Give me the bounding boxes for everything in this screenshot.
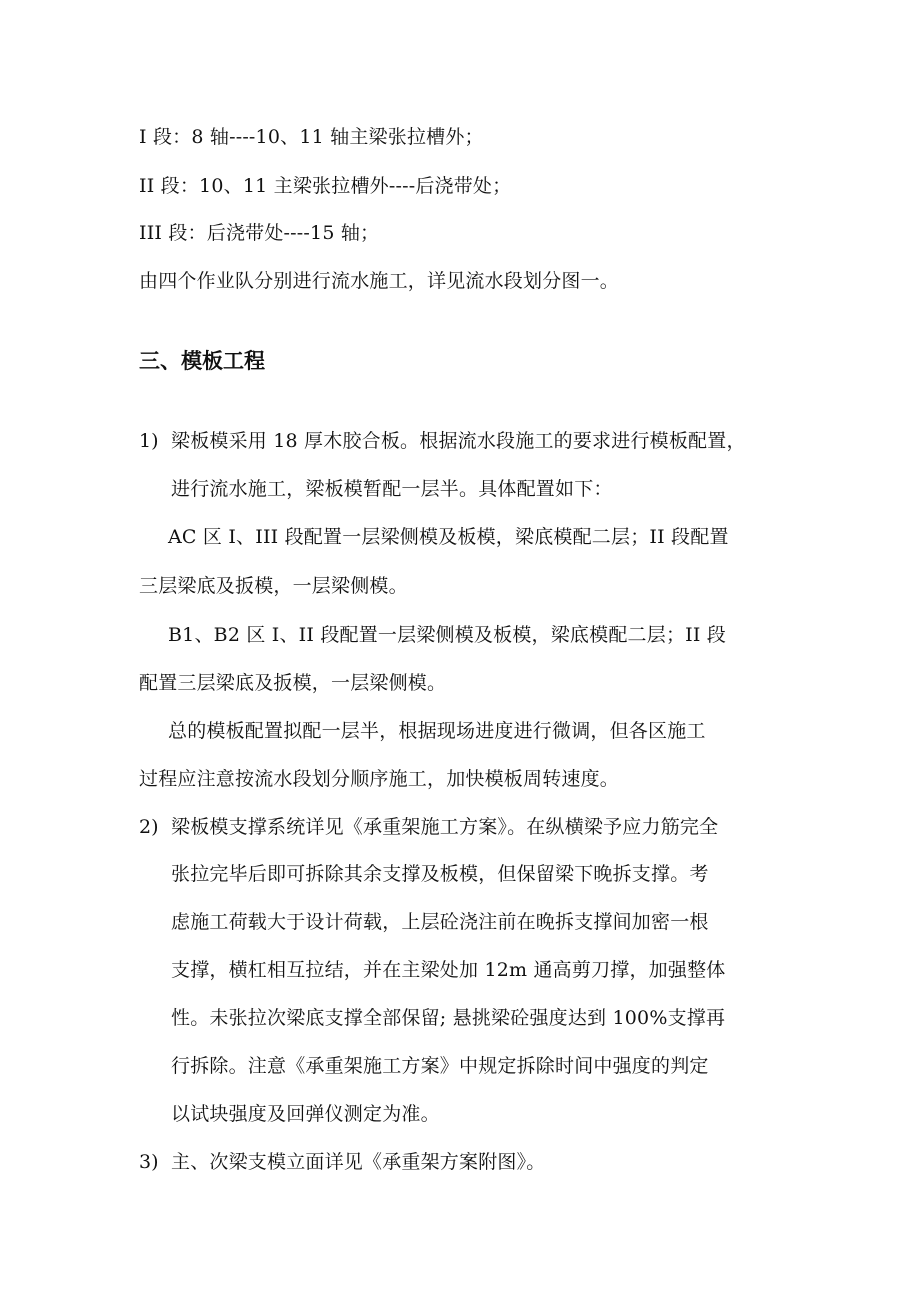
item-1-line-2: 进行流水施工，梁板模暂配一层半。具体配置如下：	[171, 478, 613, 500]
segment-line-1: I 段：8 轴----10、11 轴主梁张拉槽外；	[139, 126, 484, 148]
config-total-line-2: 过程应注意按流水段划分顺序施工，加快模板周转速度。	[139, 768, 620, 790]
segment-line-4: 由四个作业队分别进行流水施工，详见流水段划分图一。	[139, 270, 620, 292]
config-ac-line-2: 三层梁底及扳模，一层梁侧模。	[139, 575, 408, 597]
config-total-line-1: 总的模板配置拟配一层半，根据现场进度进行微调，但各区施工	[168, 720, 706, 742]
item-2-line-2: 张拉完毕后即可拆除其余支撑及板模，但保留梁下晚拆支撑。考	[171, 863, 709, 885]
item-2-line-1: 梁板模支撑系统详见《承重架施工方案》。在纵横梁予应力筋完全	[171, 816, 719, 838]
item-2-line-4: 支撑，横杠相互拉结，并在主梁处加 12m 通高剪刀撑，加强整体	[171, 959, 726, 981]
item-2-line-3: 虑施工荷载大于设计荷载，上层砼浇注前在晚拆支撑间加密一根	[171, 911, 709, 933]
item-2-line-7: 以试块强度及回弹仪测定为准。	[171, 1103, 440, 1125]
item-2-line-5: 性。未张拉次梁底支撑全部保留; 悬挑梁砼强度达到 100%支撑再	[171, 1007, 726, 1029]
segment-line-3: III 段：后浇带处----15 轴；	[139, 222, 380, 244]
item-number-3: 3)	[139, 1151, 159, 1173]
config-b-line-1: B1、B2 区 I、II 段配置一层梁侧模及板模，梁底模配二层；II 段	[168, 624, 726, 646]
section-title: 三、模板工程	[139, 349, 265, 373]
segment-line-2: II 段：10、11 主梁张拉槽外----后浇带处；	[139, 175, 512, 197]
item-2-line-6: 行拆除。注意《承重架施工方案》中规定拆除时间中强度的判定	[171, 1055, 709, 1077]
config-b-line-2: 配置三层梁底及扳模，一层梁侧模。	[139, 672, 447, 694]
config-ac-line-1: AC 区 I、III 段配置一层梁侧模及板模，梁底模配二层；II 段配置	[168, 526, 729, 548]
item-number-2: 2)	[139, 816, 159, 838]
item-3-line-1: 主、次梁支模立面详见《承重架方案附图》。	[171, 1151, 546, 1173]
item-number-1: 1)	[139, 430, 159, 452]
item-1-line-1: 梁板模采用 18 厚木胶合板。根据流水段施工的要求进行模板配置，	[171, 430, 746, 452]
